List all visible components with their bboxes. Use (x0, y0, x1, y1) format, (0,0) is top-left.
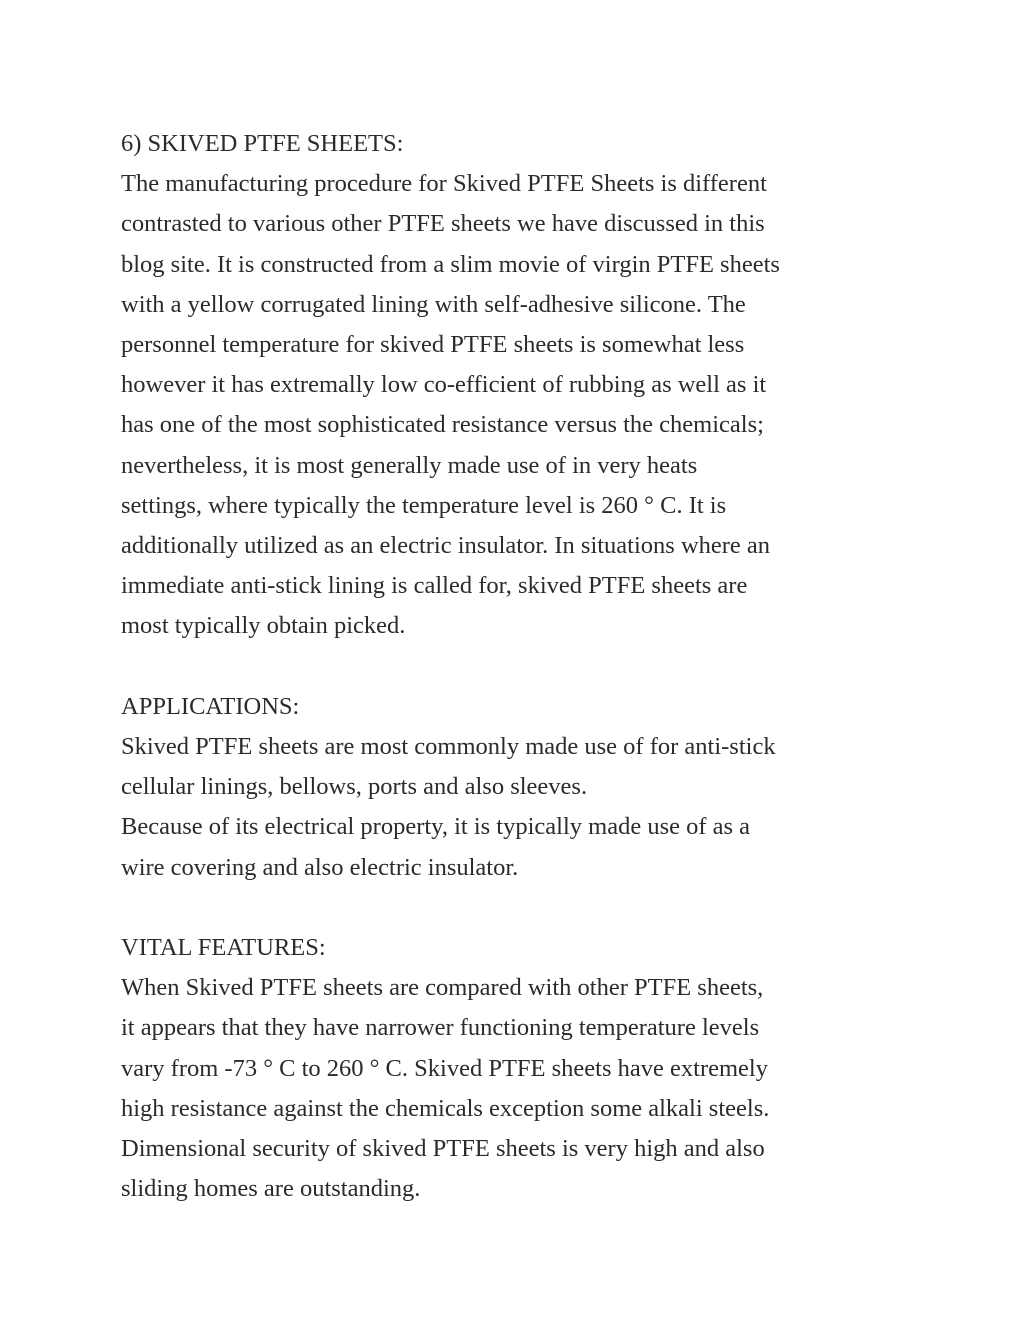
section-heading: APPLICATIONS: (121, 692, 300, 720)
text-line: with a yellow corrugated lining with self-adhesive silicone. The (121, 290, 746, 318)
paragraph (121, 968, 921, 1209)
text-line: blog site. It is constructed from a slim movie of virgin PTFE sheets (121, 250, 780, 278)
text-line: most typically obtain picked. (121, 612, 406, 640)
section-heading: VITAL FEATURES: (121, 934, 326, 962)
paragraph (121, 164, 921, 646)
text-line: The manufacturing procedure for Skived PTFE Sheets is different (121, 170, 767, 198)
text-line: immediate anti-stick lining is called for, skived PTFE sheets are (121, 572, 748, 600)
section-heading: 6) SKIVED PTFE SHEETS: (121, 130, 404, 157)
text-line: sliding homes are outstanding. (121, 1175, 421, 1203)
text-line: Dimensional security of skived PTFE sheets is very high and also (121, 1135, 765, 1163)
section-vital-features (121, 928, 921, 1209)
text-line: When Skived PTFE sheets are compared with other PTFE sheets, (121, 974, 764, 1002)
text-line: cellular linings, bellows, ports and also sleeves. (121, 773, 588, 801)
text-line: it appears that they have narrower functioning temperature levels (121, 1014, 760, 1042)
section-applications (121, 687, 921, 888)
text-line: nevertheless, it is most generally made use of in very heats (121, 451, 698, 479)
section-skived-ptfe-sheets (121, 124, 921, 647)
document-page (121, 124, 921, 1209)
text-line: additionally utilized as an electric insulator. In situations where an (121, 532, 771, 560)
text-line: high resistance against the chemicals exception some alkali steels. (121, 1094, 770, 1122)
text-line: settings, where typically the temperature level is 260 ° C. It is (121, 491, 727, 519)
text-line: personnel temperature for skived PTFE sheets is somewhat less (121, 331, 745, 359)
text-line: Skived PTFE sheets are most commonly made use of for anti-stick (121, 733, 776, 761)
paragraph (121, 727, 921, 807)
text-line: Because of its electrical property, it is typically made use of as a (121, 813, 751, 841)
text-line: however it has extremally low co-efficient of rubbing as well as it (121, 371, 767, 399)
text-line: contrasted to various other PTFE sheets we have discussed in this (121, 210, 765, 238)
text-line: vary from -73 ° C to 260 ° C. Skived PTFE sheets have extremely (121, 1054, 768, 1082)
text-line: wire covering and also electric insulator. (121, 853, 519, 881)
text-line: has one of the most sophisticated resistance versus the chemicals; (121, 411, 764, 439)
paragraph (121, 807, 921, 887)
